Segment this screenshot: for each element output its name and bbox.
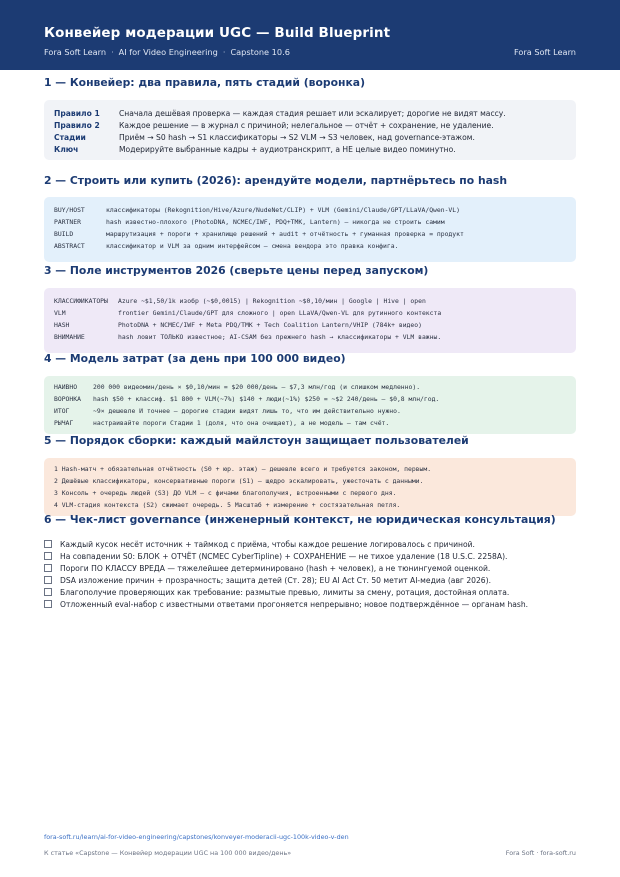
- rule-text: Сначала дешёвая проверка — каждая стадия решает или эскалирует; дорогие не видят массу.: [119, 109, 506, 118]
- checklist-text: DSA изложение причин + прозрачность; защита детей (Ст. 28); EU AI Act Ст. 50 метит AI-медиа (авг 2026).: [60, 576, 492, 585]
- footer-brand: Fora Soft · fora-soft.ru: [505, 849, 576, 857]
- cost-text: 200 000 видеомин/день × $0,10/мин = $20 000/день — $7,3 млн/год (и слишком медленно).: [93, 383, 421, 391]
- build-buy-row: [54, 230, 464, 238]
- milestone-row: 2 Дешёвые классификаторы, консервативные пороги (S1) — щедро эскалировать, ужесточать с данными.: [54, 477, 424, 485]
- tools-key: HASH: [54, 321, 70, 329]
- tools-text: frontier Gemini/Claude/GPT для сложного | open LLaVA/Qwen-VL для рутинного контекста: [118, 309, 442, 317]
- checklist-item: [44, 540, 475, 549]
- tools-row: [54, 309, 441, 317]
- build-buy-key: PARTNER: [54, 218, 81, 226]
- tools-key: ВНИМАНИЕ: [54, 333, 85, 341]
- costs-box: [44, 376, 576, 434]
- tools-row: [54, 321, 422, 329]
- rule-text: Приём → S0 hash → S1 классификаторы → S2 VLM → S3 человек, над governance-этажом.: [119, 133, 475, 142]
- footer-article-link[interactable]: К статье «Capstone — Конвейер модерации UGC на 100 000 видео/день»: [44, 849, 292, 857]
- tools-row: [54, 297, 426, 305]
- cost-text: настраивайте пороги Стадии 1 (доля, что она очищает), а не модель — там счёт.: [93, 419, 390, 427]
- rule-row: [54, 133, 475, 142]
- section-title-3: 3 — Поле инструментов 2026 (сверьте цены перед запуском): [44, 264, 429, 277]
- cost-key: ИТОГ: [54, 407, 70, 415]
- section-title-2: 2 — Строить или купить (2026): арендуйте модели, партнёрьтесь по hash: [44, 174, 508, 187]
- tools-key: КЛАССИФИКАТОРЫ: [54, 297, 108, 305]
- checklist-text: Пороги ПО КЛАССУ ВРЕДА — тяжелейшее детерминировано (hash + человек), а не тюнингуемой оценкой.: [60, 564, 491, 573]
- checklist-item: [44, 576, 491, 585]
- checkbox[interactable]: [44, 564, 52, 572]
- tools-row: [54, 333, 441, 341]
- rule-row: [54, 145, 456, 154]
- cost-row: [54, 383, 420, 391]
- rule-text: Каждое решение — в журнал с причиной; нелегальное — отчёт + сохранение, не удаление.: [119, 121, 494, 130]
- cost-text: hash $50 + классиф. $1 800 + VLM(~7%) $140 + люди(~1%) $250 = ~$2 240/день — $0,8 млн/год.: [93, 395, 440, 403]
- checklist-text: Благополучие проверяющих как требование: размытые превью, лимиты за смену, ротация, достойная оплата.: [60, 588, 510, 597]
- rule-key: Правило 2: [54, 121, 100, 130]
- separator: ·: [222, 47, 226, 57]
- rule-text: Модерируйте выбранные кадры + аудиотранскрипт, а НЕ целые видео поминутно.: [119, 145, 456, 154]
- tools-box: [44, 288, 576, 353]
- build-buy-key: BUY/HOST: [54, 206, 85, 214]
- tools-text: hash ловит ТОЛЬКО известное; AI-CSAM без прежнего hash → классификаторы + VLM важны.: [118, 333, 442, 341]
- cost-key: ВОРОНКА: [54, 395, 81, 403]
- checklist-item: [44, 552, 507, 561]
- build-buy-text: hash известно-плохого (PhotoDNA, NCMEC/IWF, PDQ+TMK, Lantern) — никогда не строить самим: [106, 218, 445, 226]
- rule-row: [54, 109, 506, 118]
- section-title-1: 1 — Конвейер: два правила, пять стадий (воронка): [44, 76, 366, 89]
- build-buy-key: ABSTRACT: [54, 242, 85, 250]
- section-title-6: 6 — Чек-лист governance (инженерный контекст, не юридическая консультация): [44, 513, 556, 526]
- checkbox[interactable]: [44, 540, 52, 548]
- build-buy-row: [54, 242, 398, 250]
- cost-key: РЫЧАГ: [54, 419, 74, 427]
- section-title-4: 4 — Модель затрат (за день при 100 000 видео): [44, 352, 346, 365]
- build-buy-text: классификаторы (Rekognition/Hive/Azure/NudeNet/CLIP) + VLM (Gemini/Claude/GPT/LLaVA/Qwen-VL): [106, 206, 460, 214]
- checkbox[interactable]: [44, 600, 52, 608]
- header-brand: Fora Soft Learn: [513, 47, 576, 57]
- checklist-text: Каждый кусок несёт источник + таймкод с приёма, чтобы каждое решение логировалось с причиной.: [60, 540, 475, 549]
- header-subtitle: [44, 47, 290, 57]
- milestone-row: 4 VLM-стадия контекста (S2) сжимает очередь. 5 Масштаб + измерение + состязательная петля.: [54, 501, 401, 509]
- page-title: Конвейер модерации UGC — Build Blueprint: [44, 25, 391, 41]
- build-buy-text: маршрутизация + пороги + хранилище решений + audit + отчётность + гуманная проверка = продукт: [106, 230, 464, 238]
- separator: ·: [111, 47, 114, 57]
- tools-key: VLM: [54, 309, 66, 317]
- subtitle-course: AI for Video Engineering: [118, 47, 218, 57]
- tools-text: Azure ~$1,50/1k изобр (~$0,0015) | Rekognition ~$0,10/мин | Google | Hive | open: [118, 297, 426, 305]
- checklist-text: На совпадении S0: БЛОК + ОТЧЁТ (NCMEC CyberTipline) + СОХРАНЕНИЕ — не тихое удаление (18 U.S.C. 2258A).: [60, 552, 508, 561]
- rule-key: Правило 1: [54, 109, 100, 118]
- section-title-5: 5 — Порядок сборки: каждый майлстоун защищает пользователей: [44, 434, 469, 447]
- subtitle-brand: Fora Soft Learn: [44, 47, 107, 57]
- subtitle-capstone: Capstone 10.6: [230, 47, 290, 57]
- checkbox[interactable]: [44, 552, 52, 560]
- cost-text: ~9× дешевле И точнее — дорогие стадии видят лишь то, что им действительно нужно.: [93, 407, 401, 415]
- build-buy-key: BUILD: [54, 230, 74, 238]
- cost-row: [54, 407, 401, 415]
- build-buy-text: классификатор и VLM за одним интерфейсом — смена вендора это правка конфига.: [106, 242, 399, 250]
- cost-key: НАИВНО: [54, 383, 78, 391]
- cost-row: [54, 419, 389, 427]
- checklist-item: [44, 564, 490, 573]
- rule-key: Стадии: [54, 133, 86, 142]
- checklist-item: [44, 588, 509, 597]
- rules-box: [44, 100, 576, 160]
- checklist-item: [44, 600, 528, 609]
- checkbox[interactable]: [44, 588, 52, 596]
- checklist-text: Отложенный eval-набор с известными ответами прогоняется непрерывно; новое подтверждённое — органам hash.: [60, 600, 529, 609]
- footer-url-link[interactable]: fora-soft.ru/learn/ai-for-video-engineering/capstones/konveyer-moderacii-ugc-100k-video-v-den: [44, 833, 349, 841]
- rule-key: Ключ: [54, 145, 79, 154]
- build-buy-row: [54, 206, 460, 214]
- milestone-row: 3 Консоль + очередь людей (S3) ДО VLM — с фичами благополучия, встроенными с первого дня.: [54, 489, 397, 497]
- milestones-box: [44, 458, 576, 516]
- tools-text: PhotoDNA + NCMEC/IWF + Meta PDQ/TMK + Tech Coalition Lantern/VHIP (784k+ видео): [118, 321, 422, 329]
- build-buy-box: [44, 197, 576, 262]
- page-header: [0, 0, 620, 70]
- rule-row: [54, 121, 494, 130]
- build-buy-row: [54, 218, 445, 226]
- milestone-row: 1 Hash-матч + обязательная отчётность (S0 + юр. этаж) — дешевле всего и требуется законом, первым.: [54, 465, 432, 473]
- checkbox[interactable]: [44, 576, 52, 584]
- cost-row: [54, 395, 439, 403]
